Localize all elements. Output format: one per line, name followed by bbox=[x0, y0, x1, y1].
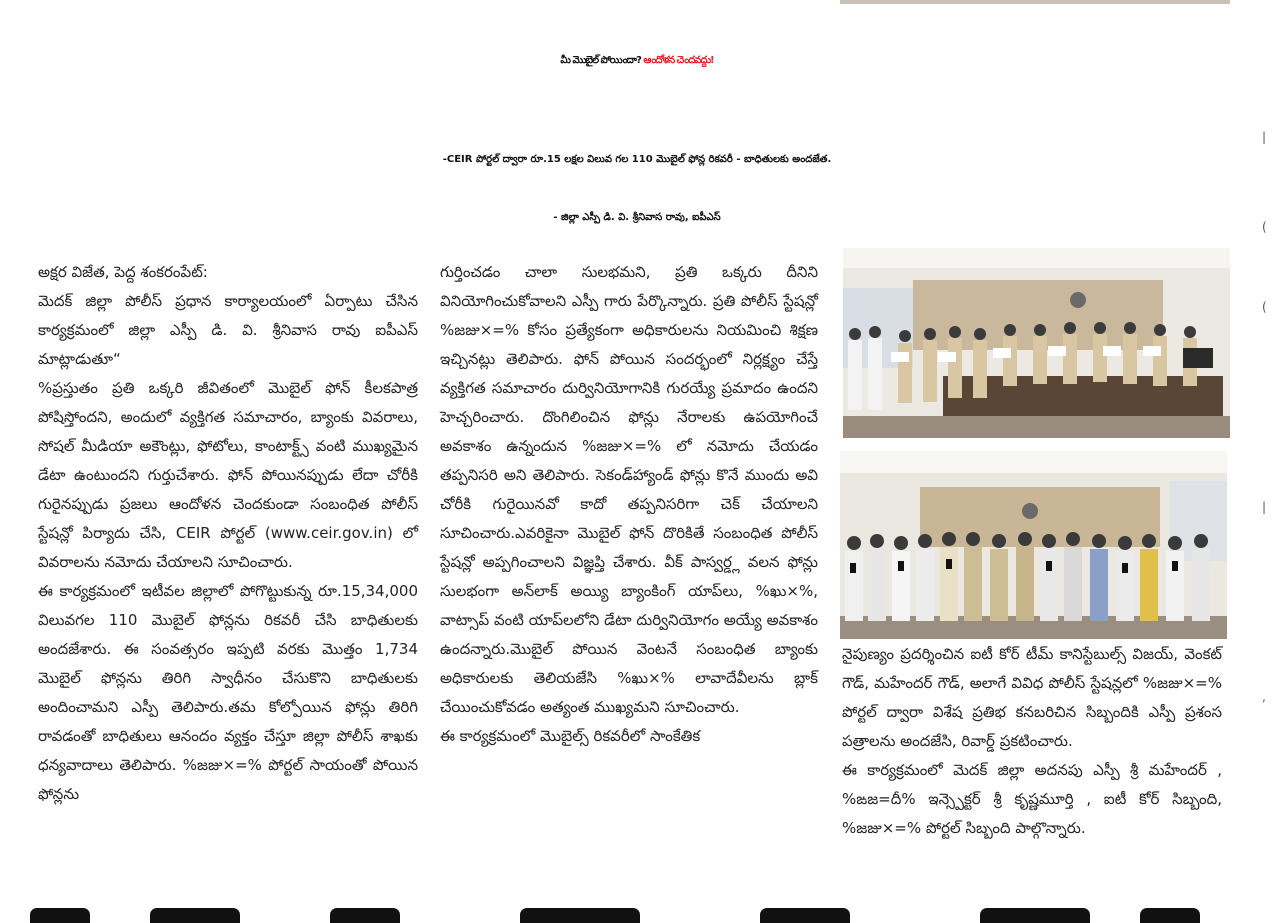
adjacent-article-edge: | ( ( | , bbox=[1262, 130, 1267, 704]
subheading-sp-name: - జిల్లా ఎస్పీ డి. వి. శ్రీనివాస రావు, ఐపీఎస్ bbox=[553, 212, 721, 223]
article-column-1 bbox=[38, 258, 418, 809]
article-paragraph: %ప్రస్తుతం ప్రతి ఒక్కరి జీవితంలో మొబైల్ ఫోన్ కీలకపాత్ర పోషిస్తోందని, అందులో వ్యక్తిగత సమాచారం, బ్యాంకు వివరాలు, సోషల్ మీడియా అకౌంట్లు, ఫోటోలు, కాంటాక్ట్స్ వంటి ముఖ్యమైన డేటా ఉంటుందని గుర్తుచేశారు. ఫోన్ పోయినప్పుడు లేదా చోరీకి గురైనప్పుడు ప్రజలు ఆందోళన చెందకుండా సంబంధిత పోలీస్ స్టేషన్లో పిర్యాదు చేసి, CEIR పోర్టల్ (www.ceir.gov.in) లో వివరాలను నమోదు చేయాలని సూచించారు. bbox=[38, 379, 418, 571]
headline-part1: మీ మొబైల్ పోయిందా? bbox=[560, 55, 641, 66]
article-paragraph: ఈ కార్యక్రమంలో మెదక్ జిల్లా అదనపు ఎస్పీ శ్రీ మహేందర్ , %ఙజ=దీ% ఇన్స్పెక్టర్ శ్రీ కృష్ణమూర్తి , ఐటీ కోర్ సిబ్బంది, %జజు×=% పోర్టల్ సిబ్బంది పాల్గొన్నారు. bbox=[842, 761, 1222, 837]
top-image-edge bbox=[840, 0, 1230, 4]
headline bbox=[0, 18, 1274, 104]
article-paragraph: ఈ కార్యక్రమంలో మొబైల్స్ రికవరీలో సాంకేతిక bbox=[440, 727, 701, 745]
article-column-2 bbox=[440, 258, 818, 751]
article-paragraph: ఈ కార్యక్రమంలో ఇటీవల జిల్లాలో పోగొట్టుకున్న రూ.15,34,000 విలువగల 110 మొబైల్ ఫోన్లను రికవరీ చేసి బాధితులకు అందజేశారు. ఈ సంవత్సరం ఇప్పటి వరకు మొత్తం 1,734 మొబైల్ ఫోన్లను తిరిగి స్వాధీనం చేసుకొని బాధితులకు అందించామని ఎస్పీ తెలిపారు.తమ కోల్పోయిన ఫోన్లు తిరిగి రావడంతో బాధితులు ఆనందం వ్యక్తం చేస్తూ జిల్లా పోలీస్ శాఖకు ధన్యవాదాలు తెలిపారు. %జజు×=% పోర్టల్ సాయంతో పోయిన ఫోన్లను bbox=[38, 582, 418, 803]
group-photo-phones-icon bbox=[840, 451, 1227, 639]
article-paragraph: గుర్తించడం చాలా సులభమని, ప్రతి ఒక్కరు దీనిని వినియోగించుకోవాలని ఎస్పీ గారు పేర్కొన్నారు. ప్రతి పోలీస్ స్టేషన్లో %జజు×=% కోసం ప్రత్యేకంగా అధికారులను నియమించి శిక్షణ ఇచ్చినట్లు తెలిపారు. ఫోన్ పోయిన సందర్భంలో నిర్లక్ష్యం చేస్తే వ్యక్తిగత సమాచారం దుర్వినియోగానికి గురయ్యే ప్రమాదం ఉందని హెచ్చరించారు. దొంగిలించిన ఫోన్లు నేరాలకు ఉపయోగించే అవకాశం ఉన్నందున %జజు×=% లో నమోదు చేయడం తప్పనిసరి అని తెలిపారు. సెకండ్‌హ్యాండ్ ఫోన్లు కొనే ముందు అవి చోరీకి గురైయినవో కాదో తప్పనిసరిగా చెక్ చేయాలని సూచించారు.ఎవరికైనా మొబైల్ ఫోన్ దొరికితే సంబంధిత పోలీస్ స్టేషన్లో అప్పగించాలని విజ్ఞప్తి చేశారు. వీక్ పాస్వర్డ్ల వలన ఫోన్లు సులభంగా అన్‌లాక్ అయ్యి బ్యాంకింగ్ యాప్‌లు, %ఖు×%, వాట్సాప్ వంటి యాప్‌లలోని డేటా దుర్వినియోగం అయ్యే అవకాశం ఉందన్నారు.మొబైల్ పోయిన వెంటనే సంబంధిత బ్యాంకు అధికారులకు తెలియజేసి %ఖు×% లావాదేవీలను బ్లాక్ చేయించుకోవడం అత్యంత ముఖ్యమని సూచించారు. bbox=[440, 263, 818, 716]
photo-police-certificates bbox=[843, 248, 1230, 438]
next-headline-edge bbox=[0, 908, 1274, 923]
article-column-3 bbox=[842, 640, 1222, 843]
article-paragraph: నైపుణ్యం ప్రదర్శించిన ఐటీ కోర్ టీమ్ కానిస్టేబుల్స్ విజయ్, వెంకట్ గౌడ్, మహేందర్ గౌడ్, అలాగే వివిధ పోలీస్ స్టేషన్లలో %జజు×=% పోర్టల్ ద్వారా విశేష ప్రతిభ కనబరిచిన సిబ్బందికి ఎస్పీ ప్రశంస పత్రాలను అందజేసి, రివార్డ్ ప్రకటించారు. bbox=[842, 645, 1222, 750]
photo-victims-phones bbox=[840, 451, 1227, 639]
subheading-recovery: -CEIR పోర్టల్ ద్వారా రూ.15 లక్షల విలువ గల 110 మొబైల్ ఫోన్ల రికవరీ - బాధితులకు అందజేత. bbox=[442, 154, 832, 165]
dateline: అక్షర విజేత, పెద్ద శంకరంపేట్: bbox=[38, 263, 208, 281]
article-paragraph: మెదక్ జిల్లా పోలీస్ ప్రధాన కార్యాలయంలో ఏర్పాటు చేసిన కార్యక్రమంలో జిల్లా ఎస్పీ డి. వి. శ్రీనివాస రావు ఐపీఎస్ మాట్లాడుతూ“ bbox=[38, 292, 418, 368]
group-photo-certificates-icon bbox=[843, 248, 1230, 438]
headline-part2: ఆందోళన చెందవద్దు! bbox=[643, 55, 714, 66]
